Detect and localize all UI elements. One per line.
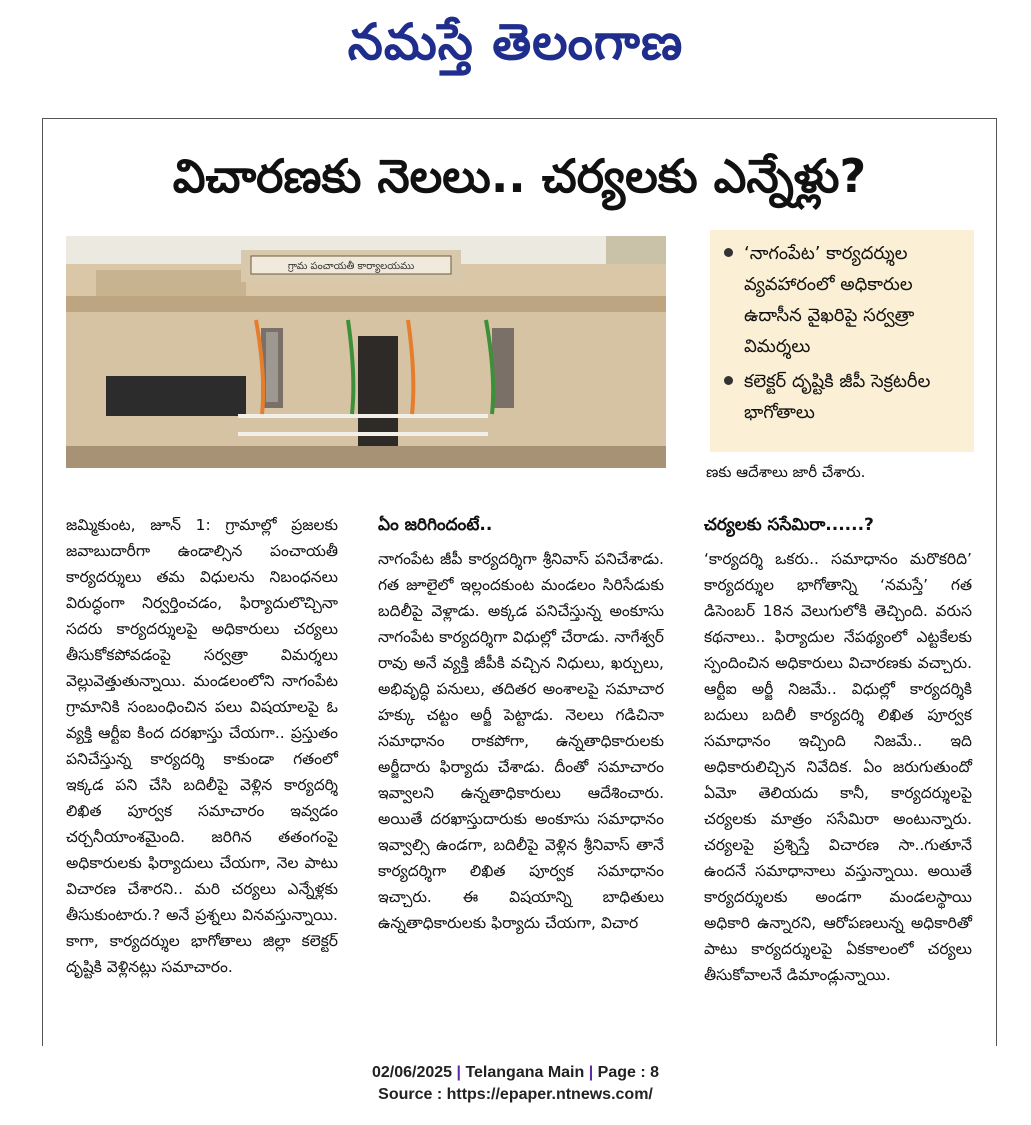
section-heading: చర్యలకు ససేమిరా......?: [704, 515, 874, 535]
masthead: [0, 8, 1031, 76]
section-heading: ఏం జరిగిందంటే..: [378, 515, 493, 535]
bullet-icon: [724, 376, 733, 385]
bullet-icon: [724, 248, 733, 257]
highlight-item: ‘నాగంపేట’ కార్యదర్శుల వ్యవహారంలో అధికారుల ఉదాసీన వైఖరిపై సర్వత్రా విమర్శలు: [720, 238, 964, 362]
photo-sign-text: గ్రామ పంచాయతీ కార్యాలయము: [287, 261, 415, 272]
article-text: ‘కార్యదర్శి ఒకరు.. సమాధానం మరొకరిది’ కార్యదర్శుల భాగోతాన్ని ‘నమస్తే’ గత డిసెంబర్ 18న వెలుగులోకి తెచ్చింది. వరుస కథనాలు.. ఫిర్యాదుల నేపథ్యంలో ఎట్టకేలకు స్పందించిన అధికారులు విచారణకు వచ్చారు. ఆర్టీఐ అర్జీ నిజమే.. విధుల్లో కార్యదర్శికి బదులు బదిలీ కార్యదర్శి లిఖిత పూర్వక సమాధానం ఇచ్చింది నిజమే.. ఇది అధికారులిచ్చిన నివేదిక. ఏం జరుగుతుందో ఏమో తెలియదు కానీ, కార్యదర్శులపై చర్యలకు మాత్రం ససేమిరా అంటున్నారు. చర్యలపై ప్రశ్నిస్తే విచారణ సా..గుతూనే ఉందనే సమాధానాలు వస్తున్నాయి. అయితే కార్యదర్శులకు అండగా మండలస్థాయి అధికారి ఉన్నారని, ఆరోపణలున్న అధికారితో పాటు కార్యదర్శులపై ఏకకాలంలో చర్యలు తీసుకోవాలనే డిమాండ్లున్నాయి.: [704, 550, 972, 984]
footer-source: Source : https://epaper.ntnews.com/: [378, 1086, 653, 1103]
footer-page: Page : 8: [597, 1064, 660, 1081]
footer-date: 02/06/2025: [371, 1064, 453, 1081]
highlights-box: [710, 230, 974, 452]
article-column-2: [378, 512, 664, 936]
article-text: నాగంపేట జీపీ కార్యదర్శిగా శ్రీనివాస్ పనిచేశాడు. గత జూలైలో ఇల్లందకుంట మండలం సిరిసేడుకు బదిలీపై వెళ్లాడు. అక్కడ పనిచేస్తున్న అంకూసు నాగంపేట కార్యదర్శిగా విధుల్లో చేరాడు. నాగేశ్వర్ రావు అనే వ్యక్తి జీపీకి వచ్చిన నిధులు, ఖర్చులు, అభివృద్ధి పనులు, తదితర అంశాలపై సమాచార హక్కు చట్టం అర్జీ పెట్టాడు. నెలలు గడిచినా సమాధానం రాకపోగా, ఉన్నతాధికారులకు అర్జీదారు ఫిర్యాదు చేశాడు. దీంతో సమాచారం ఇవ్వాలని ఉన్నతాధికారులు ఆదేశించారు. అయితే దరఖాస్తుదారుకు అంకూసు సమాధానం ఇవ్వాల్సి ఉండగా, బదిలీపై వెళ్లిన శ్రీనివాస్ తానే కార్యదర్శిగా లిఖిత పూర్వక సమాధానం ఇచ్చారు. ఈ విషయాన్ని బాధితులు ఉన్నతాధికారులకు ఫిర్యాదు చేయగా, విచార: [378, 550, 664, 932]
article-text: జమ్మికుంట, జూన్ 1: గ్రామాల్లో ప్రజలకు జవాబుదారీగా ఉండాల్సిన పంచాయతీ కార్యదర్శులు తమ విధులను నిబంధనలు విరుద్ధంగా నిర్వర్తించడం, ఫిర్యాదులొచ్చినా సదరు కార్యదర్శులపై అధికారులు చర్యలు తీసుకోకపోవడంపై సర్వత్రా విమర్శలు వెల్లువెత్తుతున్నాయి. మండలంలోని నాగంపేట గ్రామానికి సంబంధించిన పలు విషయాలపై ఓ వ్యక్తి ఆర్టీఐ కింద దరఖాస్తు చేయగా.. ప్రస్తుతం పనిచేస్తున్న కార్యదర్శి కాకుండా గతంలో ఇక్కడ పని చేసి బదిలీపై వెళ్లిన కార్యదర్శి లిఖిత పూర్వక సమాచారం ఇవ్వడం చర్చనీయాంశమైంది. జరిగిన తతంగంపై అధికారులకు ఫిర్యాదులు చేయగా, నెల పాటు విచారణ చేశారని.. మరి చర్యలు ఎన్నేళ్లకు తీసుకుంటారు.? అనే ప్రశ్నలు వినవస్తున్నాయి. కాగా, కార్యదర్శుల భాగోతాలు జిల్లా కలెక్టర్ దృష్టికి వెళ్లినట్లు సమాచారం.: [66, 516, 338, 976]
article-column-3: [704, 512, 972, 988]
footer-info: 02/06/2025 | Telangana Main | Page : 8: [371, 1064, 660, 1081]
page-footer: [0, 1062, 1031, 1106]
highlight-item: కలెక్టర్ దృష్టికి జీపీ సెక్రటరీల భాగోతాలు: [720, 366, 964, 428]
article-column-1: [66, 512, 338, 980]
panchayat-building-image: [66, 236, 666, 468]
tail-line: ణకు ఆదేశాలు జారీ చేశారు.: [706, 463, 866, 481]
headline: విచారణకు నెలలు.. చర్యలకు ఎన్నేళ్లు?: [172, 149, 867, 203]
newspaper-title: నమస్తే తెలంగాణ: [347, 13, 684, 71]
article-photo: [66, 236, 666, 468]
footer-edition: Telangana Main: [465, 1064, 585, 1081]
